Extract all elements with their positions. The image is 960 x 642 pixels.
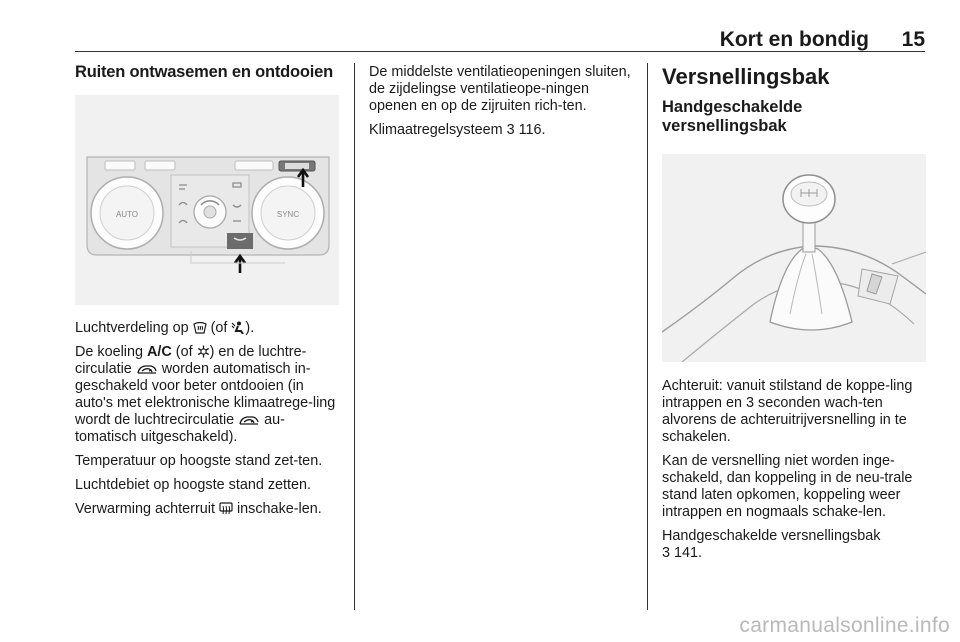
page-reference-arrow: 3: [662, 545, 671, 561]
paragraph-climate-reference: Klimaatregelsysteem 3 116.: [369, 122, 546, 138]
paragraph-rear-window-heating: Verwarming achterruit inschake-len.: [75, 501, 322, 517]
air-recirculation-icon: [136, 363, 158, 375]
paragraph-air-flow: Luchtdebiet op hoogste stand zetten.: [75, 477, 312, 493]
paragraph-vents: De middelste ventilatieopeningen sluiten, de zijdelingse ventilatieope-ningen openen en op de zijruiten rich-ten.: [369, 64, 631, 114]
paragraph-gear-not-engaging: Kan de versnelling niet worden inge-schakeld, dan koppeling in de neu-trale stand laten opkomen, koppeling weer intrappen en nogmaals schake-len.: [662, 453, 913, 520]
page-reference[interactable]: 116.: [514, 122, 546, 138]
paragraph-temperature: Temperatuur op hoogste stand zet-ten.: [75, 453, 323, 469]
snowflake-icon: [197, 345, 210, 358]
page-reference-arrow: 3: [506, 122, 515, 138]
windscreen-footwell-icon: [231, 321, 245, 334]
column-1: [75, 64, 343, 525]
rear-window-heating-icon: [219, 502, 233, 515]
gear-lever-drawing: [662, 154, 926, 362]
paragraph-air-distribution: Luchtverdeling op (of ).: [75, 320, 255, 336]
column-2: [369, 64, 633, 146]
chapter-title: Kort en bondig: [719, 28, 869, 51]
page-reference[interactable]: 141.: [670, 545, 703, 561]
climate-panel-illustration: [75, 95, 339, 305]
paragraph-reverse-gear: Achteruit: vanuit stilstand de koppe-ling intrappen en 3 seconden wach-ten alvorens de achteruitrijversnelling in te schakelen.: [662, 378, 913, 445]
climate-panel-drawing: [75, 95, 339, 305]
section-heading: Versnellingsbak: [662, 64, 830, 89]
header-divider: [75, 51, 925, 52]
auto-label: AUTO: [115, 210, 139, 219]
air-recirculation-icon: [238, 414, 260, 426]
gear-lever-illustration: [662, 154, 926, 362]
column-3: [662, 64, 928, 569]
page-number: 15: [901, 28, 925, 51]
sync-label: SYNC: [276, 210, 300, 219]
watermark: carmanualsonline.info: [739, 614, 950, 637]
section-title: Ruiten ontwasemen en ontdooien: [75, 63, 334, 81]
page-header: [75, 28, 925, 50]
windscreen-defrost-icon: [193, 321, 207, 334]
subsection-heading: Handgeschakelde versnellingsbak: [662, 98, 803, 135]
paragraph-cooling: De koeling A/C (of ) en de luchtre-circulatie worden automatisch in-geschakeld voor beter ontdooien (in auto's met elektronische klimaatrege-ling wordt de luchtrecirculatie au-tomatisch uitgeschakeld).: [75, 344, 336, 445]
column-divider-1: [354, 63, 355, 610]
paragraph-manual-reference: Handgeschakelde versnellingsbak 3 141.: [662, 528, 881, 561]
column-divider-2: [647, 63, 648, 610]
